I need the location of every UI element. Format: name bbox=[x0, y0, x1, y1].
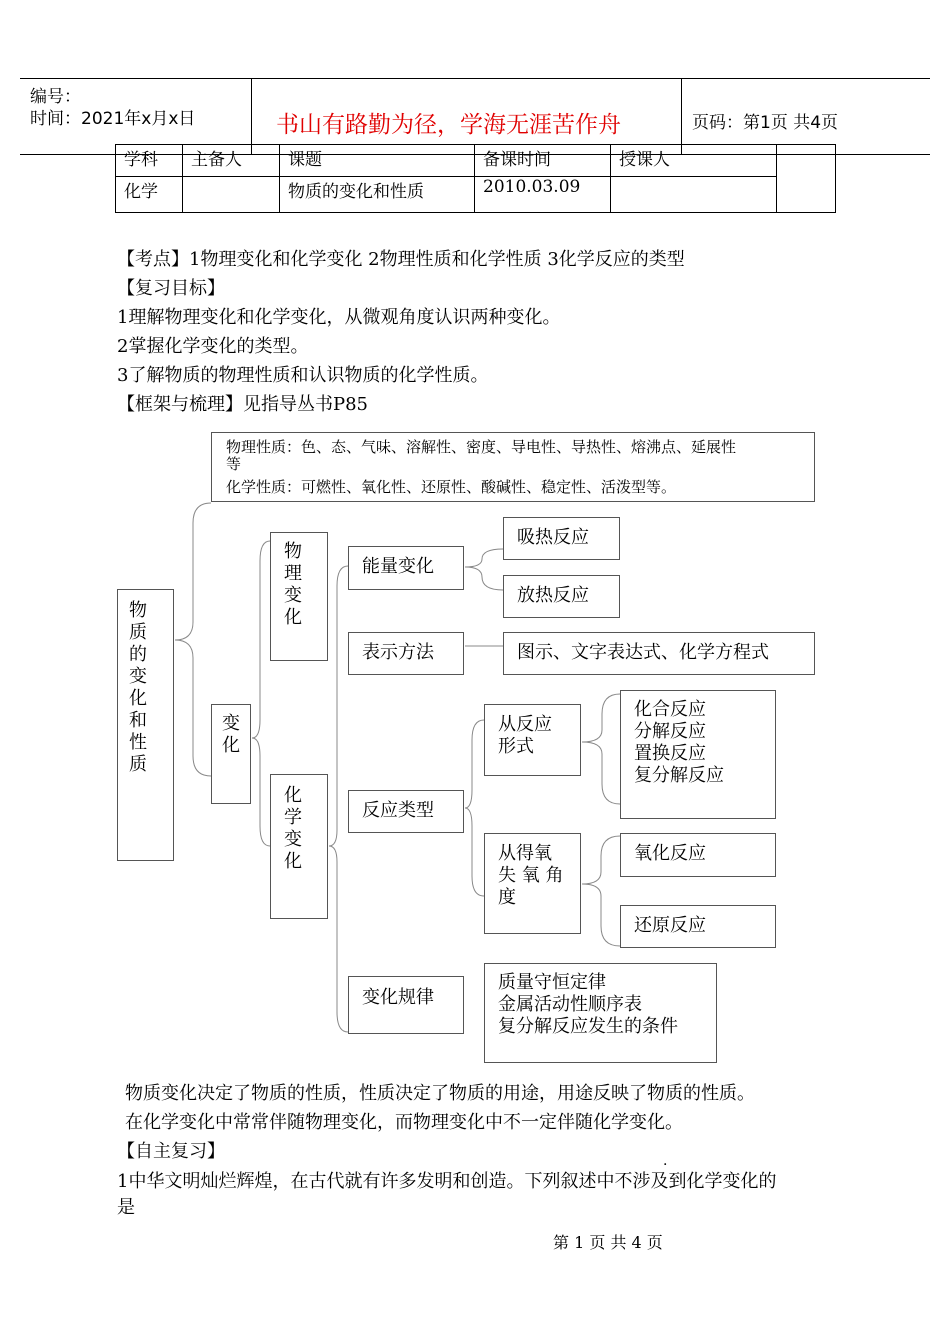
by-oxygen-line-3: 度 bbox=[498, 887, 516, 908]
combination-reaction: 化合反应 bbox=[634, 699, 706, 720]
by-form-line-1: 从反应 bbox=[498, 714, 552, 735]
reduction-label: 还原反应 bbox=[634, 915, 706, 936]
double-decomposition-reaction: 复分解反应 bbox=[634, 765, 724, 786]
self-review-title: 【自主复习】 bbox=[117, 1141, 225, 1162]
framework-title: 【框架与梳理】见指导丛书P85 bbox=[117, 394, 369, 415]
cell-topic: 物质的变化和性质 bbox=[280, 177, 475, 213]
cell-prep-time: 2010.03.09 bbox=[475, 177, 611, 213]
exam-points: 【考点】1物理变化和化学变化 2物理性质和化学性质 3化学反应的类型 bbox=[117, 249, 685, 270]
displacement-reaction: 置换反应 bbox=[634, 743, 706, 764]
page-footer: 第 1 页 共 4 页 bbox=[553, 1233, 663, 1252]
physical-change-label: 物理变化 bbox=[284, 541, 302, 628]
root-brace bbox=[175, 503, 211, 776]
summary-line-1: 物质变化决定了物质的性质，性质决定了物质的用途，用途反映了物质的性质。 bbox=[125, 1083, 755, 1104]
change-laws-label: 变化规律 bbox=[362, 987, 434, 1008]
question-1-line-1: 1中华文明灿烂辉煌，在古代就有许多发明和创造。下列叙述中不涉及到化学变化的 bbox=[117, 1171, 777, 1192]
change-label: 变化 bbox=[222, 713, 240, 756]
decomposition-reaction: 分解反应 bbox=[634, 721, 706, 742]
number-label: 编号： bbox=[30, 87, 81, 107]
law-2: 金属活动性顺序表 bbox=[498, 994, 642, 1015]
header-cell-preparer: 主备人 bbox=[183, 145, 280, 177]
chemical-change-brace bbox=[329, 566, 348, 1032]
representation-label: 表示方法 bbox=[362, 642, 434, 663]
chemical-change-label: 化学变化 bbox=[284, 785, 302, 872]
time-label: 时间：2021年x月x日 bbox=[30, 109, 196, 129]
cell-subject: 化学 bbox=[116, 177, 183, 213]
question-1-line-2: 是 bbox=[117, 1197, 135, 1218]
goal-2: 2掌握化学变化的类型。 bbox=[117, 336, 309, 357]
by-oxygen-line-1: 从得氧 bbox=[498, 843, 552, 864]
change-brace bbox=[252, 541, 270, 846]
root-label: 物质的变化和性质 bbox=[129, 600, 147, 775]
reaction-types-brace bbox=[465, 720, 484, 896]
header-cell-topic: 课题 bbox=[280, 145, 475, 177]
exothermic-label: 放热反应 bbox=[517, 585, 589, 606]
header-cell-prep-time: 备课时间 bbox=[475, 145, 611, 177]
review-goals-title: 【复习目标】 bbox=[117, 278, 225, 299]
endothermic-label: 吸热反应 bbox=[517, 527, 589, 548]
physical-properties-tail: 等 bbox=[226, 455, 242, 473]
goal-1: 1理解物理变化和化学变化，从微观角度认识两种变化。 bbox=[117, 307, 561, 328]
law-3: 复分解反应发生的条件 bbox=[498, 1016, 678, 1037]
representation-detail: 图示、文字表达式、化学方程式 bbox=[517, 642, 769, 663]
oxidation-label: 氧化反应 bbox=[634, 843, 706, 864]
energy-change-label: 能量变化 bbox=[362, 556, 434, 577]
summary-line-2: 在化学变化中常常伴随物理变化，而物理变化中不一定伴随化学变化。 bbox=[125, 1112, 683, 1133]
by-oxygen-line-2: 失 氧 角 bbox=[498, 865, 564, 886]
page-info: 页码：第1页 共4页 bbox=[692, 113, 839, 133]
emphasis-dot: · bbox=[663, 1157, 668, 1173]
by-form-brace bbox=[582, 694, 620, 804]
motto: 书山有路勤为径，学海无涯苦作舟 bbox=[276, 112, 621, 138]
reaction-types-label: 反应类型 bbox=[362, 800, 434, 821]
chemical-properties-text: 化学性质：可燃性、氧化性、还原性、酸碱性、稳定性、活泼型等。 bbox=[226, 478, 677, 496]
header-cell-subject: 学科 bbox=[116, 145, 183, 177]
by-oxygen-brace bbox=[582, 836, 620, 946]
header-cell-teacher: 授课人 bbox=[611, 145, 777, 177]
by-form-line-2: 形式 bbox=[498, 736, 534, 757]
energy-brace bbox=[465, 549, 503, 590]
physical-properties-text: 物理性质：色、态、气味、溶解性、密度、导电性、导热性、熔沸点、延展性 bbox=[226, 438, 737, 456]
law-1: 质量守恒定律 bbox=[498, 972, 606, 993]
goal-3: 3了解物质的物理性质和认识物质的化学性质。 bbox=[117, 365, 489, 386]
